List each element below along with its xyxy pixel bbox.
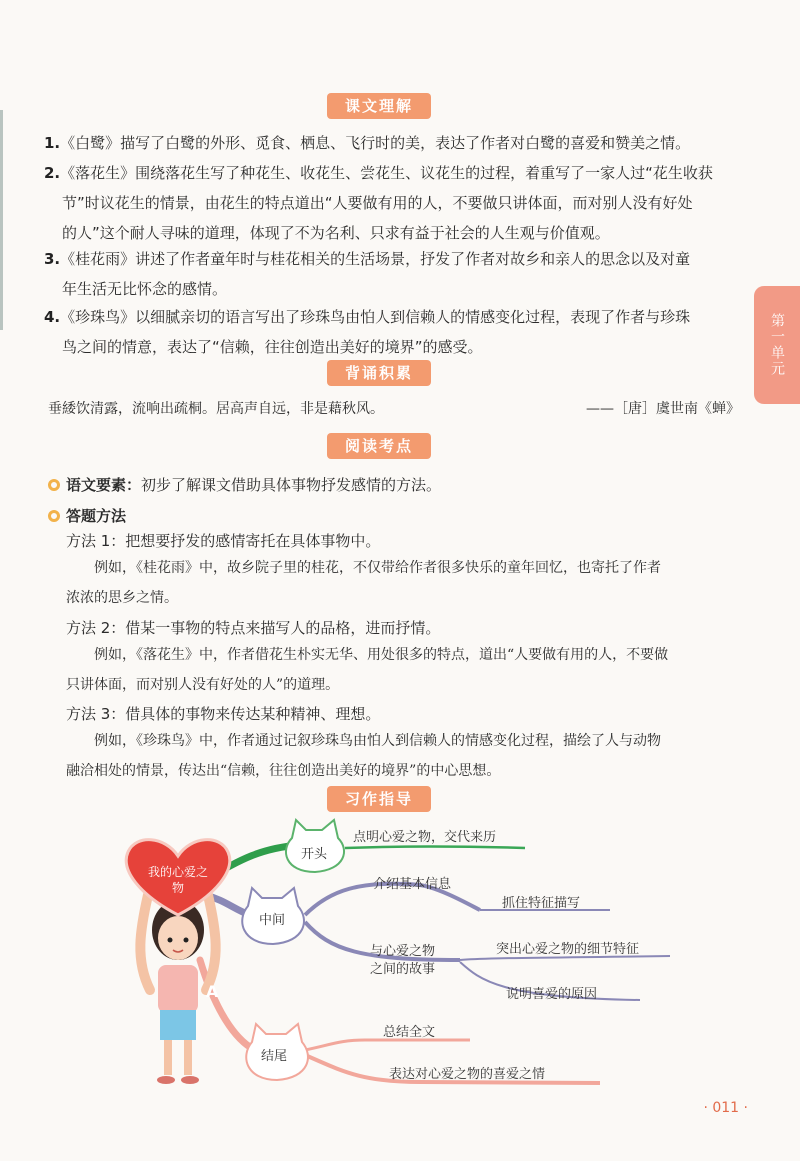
item-text: 《白鹭》描写了白鹭的外形、觅食、栖息、飞行时的美，表达了作者对白鹭的喜爱和赞美之情。: [60, 134, 691, 152]
item-number: 4.: [44, 308, 61, 326]
example-line1: 例如，《落花生》中，作者借花生朴实无华、用处很多的特点，道出“人要做有用的人，不要做: [94, 647, 669, 663]
method-2-title: 方法 2：借某一事物的特点来描写人的品格，进而抒情。: [66, 619, 441, 637]
mid-feature: 抓住特征描写: [502, 896, 581, 911]
method-3-title: 方法 3：借具体的事物来传达某种精神、理想。: [66, 705, 381, 723]
section-badge-reading: 阅读考点: [327, 433, 431, 459]
method-title: 答题方法: [66, 507, 127, 525]
example-line1: 例如，《珍珠鸟》中，作者通过记叙珍珠鸟由怕人到信赖人的情感变化过程，描绘了人与动物: [94, 733, 661, 749]
branch-label-end: 结尾: [261, 1049, 288, 1064]
section-badge-understanding: 课文理解: [327, 93, 431, 119]
mid-story-1: 与心爱之物: [370, 944, 436, 959]
mid-info: 介绍基本信息: [373, 877, 452, 892]
mid-reason: 说明喜爱的原因: [506, 987, 598, 1002]
item-text-line1: 《桂花雨》讲述了作者童年时与桂花相关的生活场景，抒发了作者对故乡和亲人的思念以及对童: [60, 250, 691, 268]
poem-text: 垂緌饮清露，流响出疏桐。居高声自远，非是藉秋风。: [48, 401, 384, 417]
branch-label-start: 开头: [301, 847, 328, 862]
unit-side-tab: 第一单元: [754, 286, 800, 404]
item-text-line2: 鸟之间的情意，表达了“信赖，往往创造出美好的境界”的感受。: [62, 338, 483, 356]
girl-illustration: [140, 895, 215, 1084]
example-line1: 例如，《桂花雨》中，故乡院子里的桂花，不仅带给作者很多快乐的童年回忆，也寄托了作者: [94, 560, 661, 576]
poem-source: ——［唐］虞世南《蝉》: [586, 401, 740, 417]
element-text: 初步了解课文借助具体事物抒发感情的方法。: [141, 476, 442, 494]
shirt-letter: A: [206, 982, 219, 1001]
element-label: 语文要素：: [66, 476, 142, 494]
example-line2: 浓浓的思乡之情。: [66, 590, 178, 606]
section-badge-writing: 习作指导: [327, 786, 431, 812]
page-number: · 011 ·: [703, 1100, 748, 1116]
end-love: 表达对心爱之物的喜爱之情: [389, 1067, 546, 1082]
item-text-line1: 《落花生》围绕落花生写了种花生、收花生、尝花生、议花生的过程，着重写了一家人过“花生收获: [60, 164, 713, 182]
section-badge-recitation: 背诵积累: [327, 360, 431, 386]
item-text-line3: 的人”这个耐人寻味的道理，体现了不为名利、只求有益于社会的人生观与价值观。: [62, 224, 610, 242]
example-line2: 融洽相处的情景，传达出“信赖，往往创造出美好的境界”的中心思想。: [66, 763, 501, 779]
item-text-line2: 年生活无比怀念的感情。: [62, 280, 228, 298]
item-number: 1.: [44, 134, 61, 152]
item-text-line1: 《珍珠鸟》以细腻亲切的语言写出了珍珠鸟由怕人到信赖人的情感变化过程，表现了作者与珍珠: [60, 308, 691, 326]
branch-start-note: [345, 847, 525, 849]
center-topic: 我的心爱之物: [147, 865, 208, 895]
mid-detail: 突出心爱之物的细节特征: [496, 942, 640, 957]
example-line2: 只讲体面，而对别人没有好处的人”的道理。: [66, 677, 340, 693]
item-text-line2: 节”时议花生的情景，由花生的特点道出“人要做有用的人，不要做只讲体面，而对别人没有好处: [62, 194, 693, 212]
item-number: 3.: [44, 250, 61, 268]
branch-label-middle: 中间: [259, 913, 286, 928]
end-summary: 总结全文: [383, 1025, 436, 1040]
branch-end-1: [305, 1040, 470, 1050]
item-number: 2.: [44, 164, 61, 182]
method-1-title: 方法 1：把想要抒发的感情寄托在具体事物中。: [66, 532, 381, 550]
mid-story-2: 之间的故事: [370, 962, 436, 977]
branch-note-start: 点明心爱之物，交代来历: [353, 830, 497, 845]
